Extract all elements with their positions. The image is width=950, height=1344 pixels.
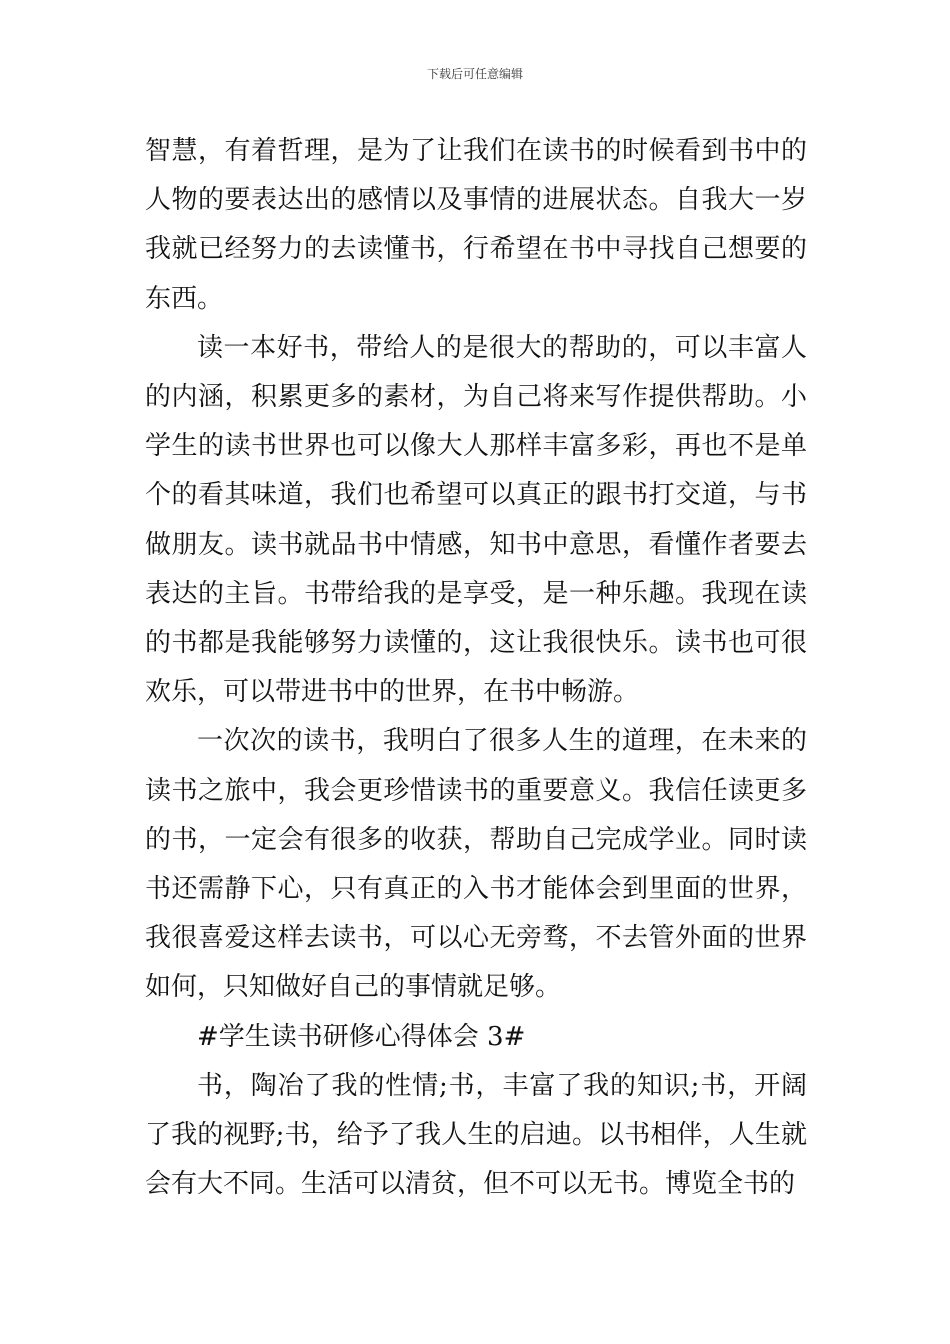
section-heading: #学生读书研修心得体会 3# — [197, 1021, 526, 1052]
paragraph: 读一本好书，带给人的是很大的帮助的，可以丰富人的内涵，积累更多的素材，为自己将来写作提供帮助。小学生的读书世界也可以像大人那样丰富多彩，再也不是单个的看其味道，我们也希望可以真正的跟书打交道，与书做朋友。读书就品书中情感，知书中意思，看懂作者要去表达的主旨。书带给我的是享受，是一种乐趣。我现在读的书都是我能够努力读懂的，这让我很快乐。读书也可很欢乐，可以带进书中的世界，在书中畅游。 — [145, 332, 807, 708]
document-body — [145, 127, 807, 1209]
paragraph: 一次次的读书，我明白了很多人生的道理，在未来的读书之旅中，我会更珍惜读书的重要意义。我信任读更多的书，一定会有很多的收获，帮助自己完成学业。同时读书还需静下心，只有真正的入书才能体会到里面的世界，我很喜爱这样去读书，可以心无旁骛，不去管外面的世界如何，只知做好自己的事情就足够。 — [145, 726, 807, 1003]
paragraph: 书，陶冶了我的性情;书，丰富了我的知识;书，开阔了我的视野;书，给予了我人生的启迪。以书相伴，人生就会有大不同。生活可以清贫，但不可以无书。博览全书的 — [145, 1070, 807, 1200]
page-header-note: 下载后可任意编辑 — [426, 67, 523, 81]
paragraph-continued: 智慧，有着哲理，是为了让我们在读书的时候看到书中的人物的要表达出的感情以及事情的进展状态。自我大一岁我就已经努力的去读懂书，行希望在书中寻找自己想要的东西。 — [145, 136, 807, 314]
